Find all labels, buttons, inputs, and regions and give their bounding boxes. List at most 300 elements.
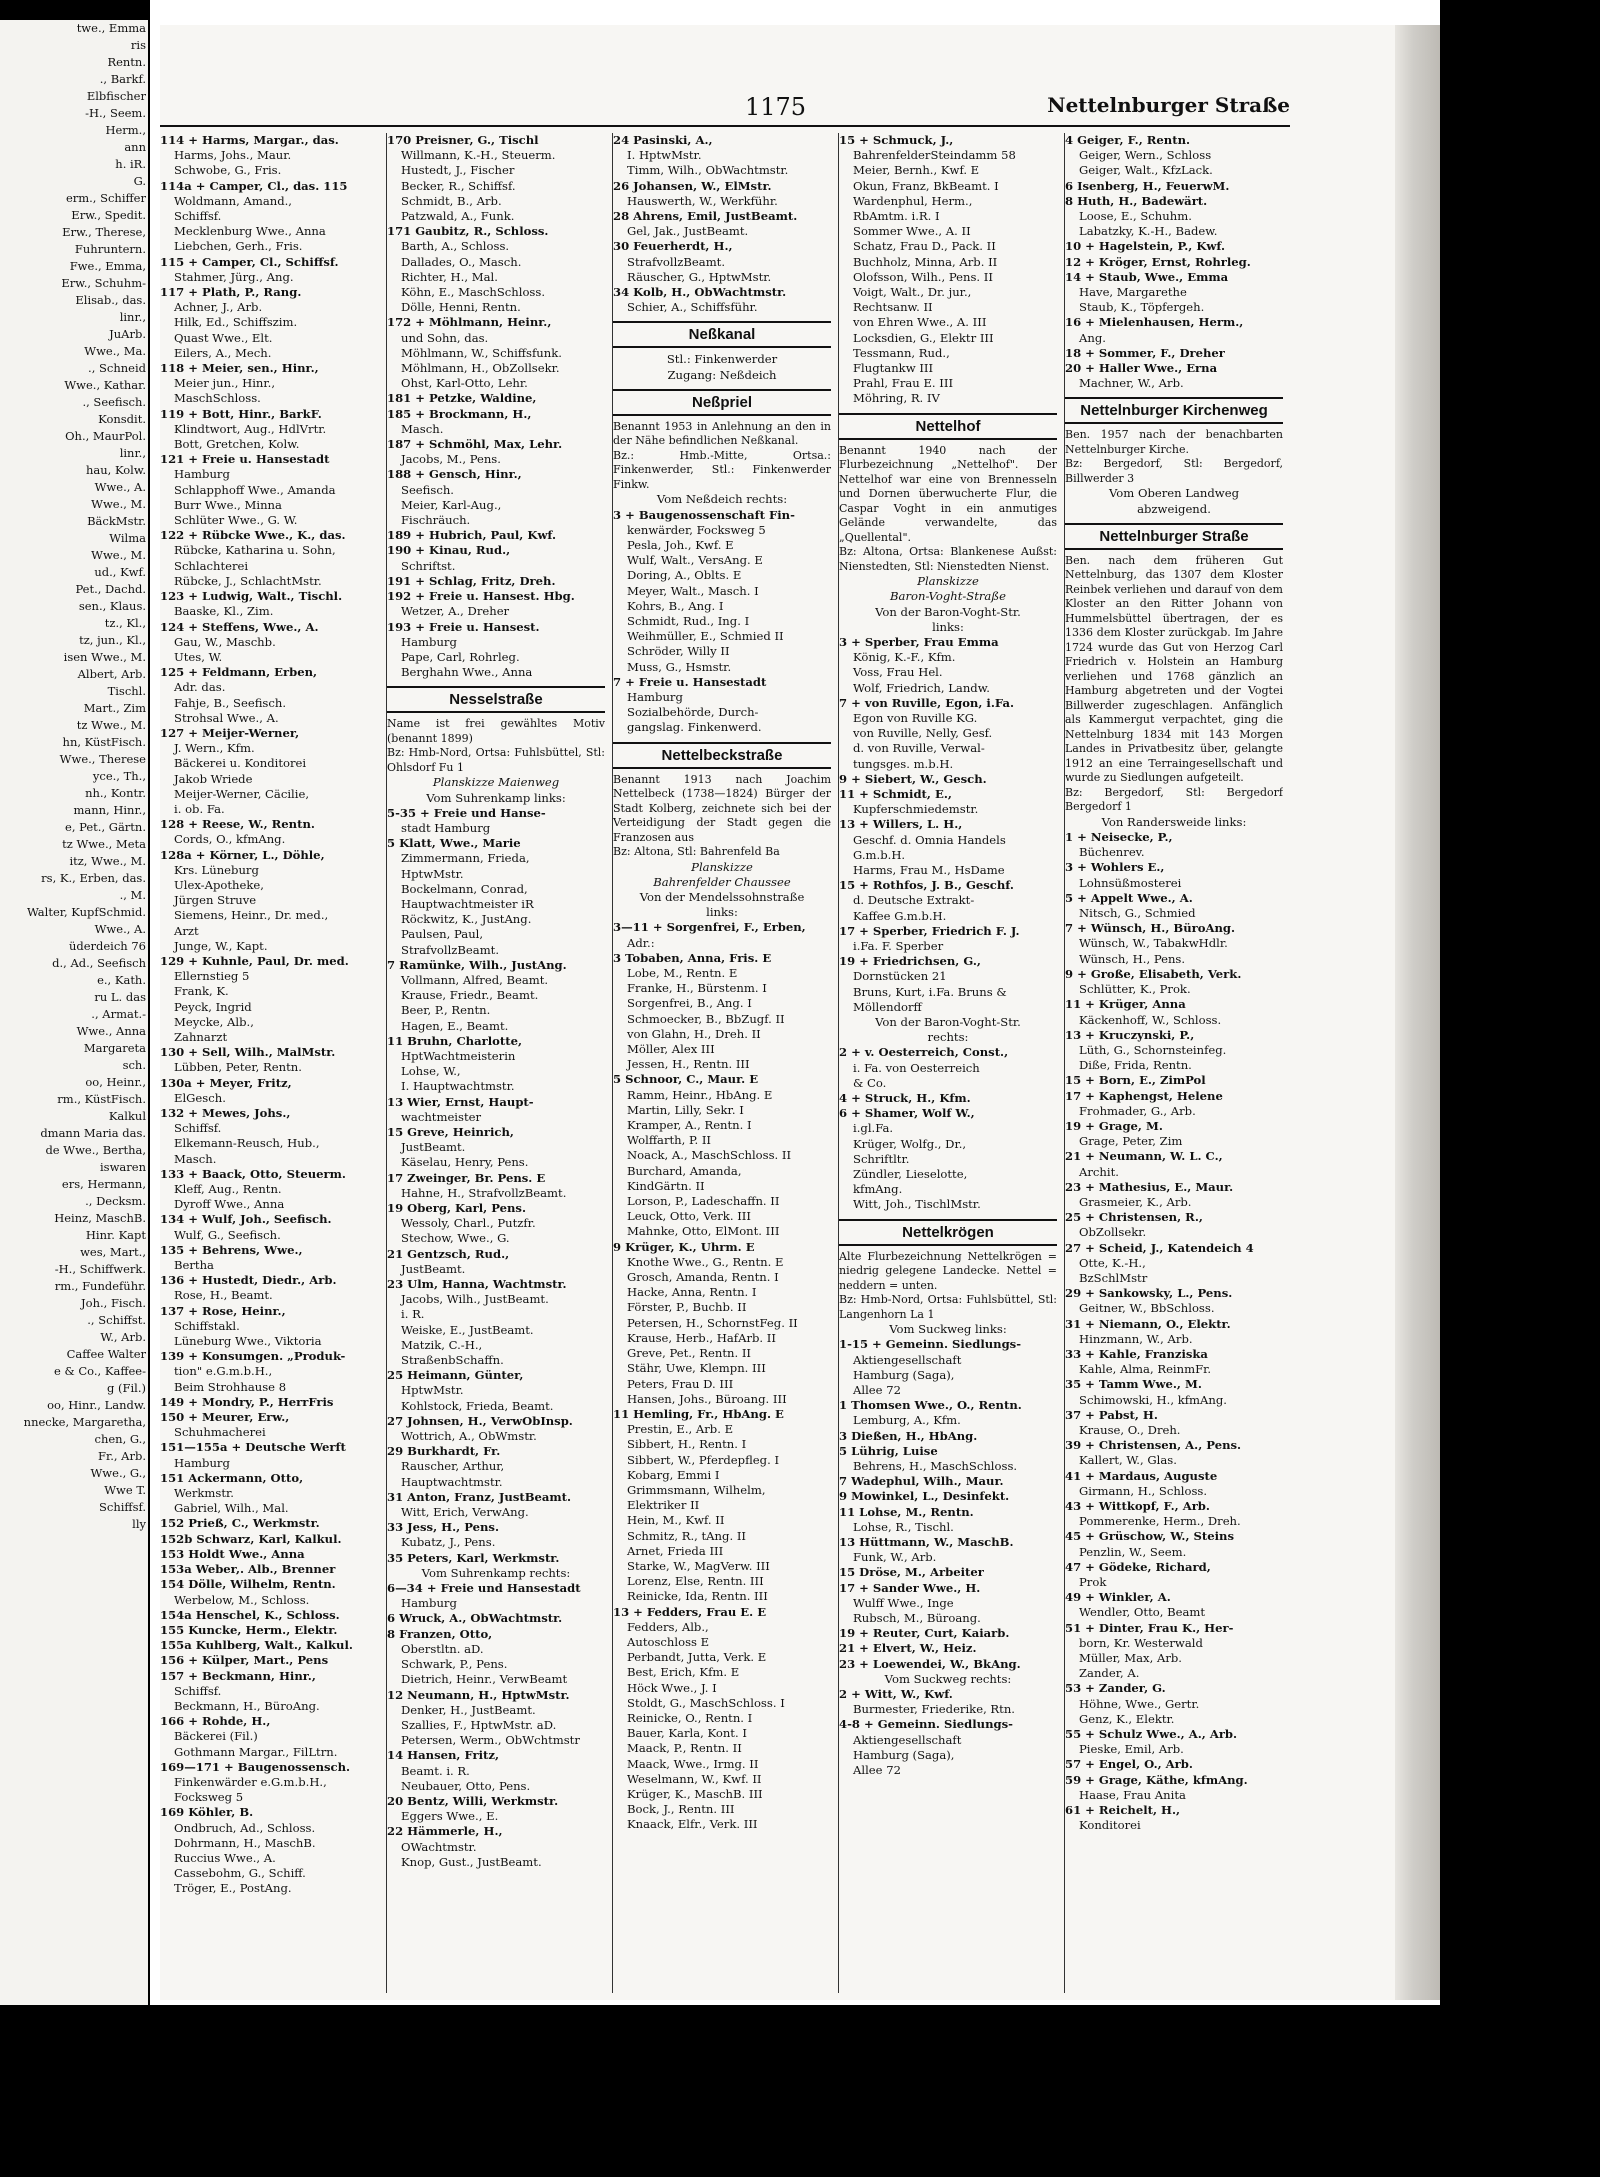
directory-entry: 7 + von Ruville, Egon, i.Fa. bbox=[839, 695, 1015, 710]
directory-entry: Rose, H., Beamt. bbox=[174, 1288, 273, 1303]
directory-entry: Fischräuch. bbox=[401, 513, 471, 528]
directory-entry: Hamburg bbox=[401, 634, 457, 649]
running-head: Nettelnburger Straße bbox=[1047, 93, 1290, 117]
directory-entry: i. Fa. von Oesterreich bbox=[853, 1060, 980, 1075]
facing-page-line: Walter, KupfSchmid. bbox=[26, 905, 146, 919]
directory-entry: 1-15 + Gemeinn. Siedlungs- bbox=[839, 1337, 1022, 1352]
directory-entry: RbAmtm. i.R. I bbox=[853, 209, 940, 224]
directory-entry: Richter, H., Mal. bbox=[401, 269, 498, 284]
facing-page-line: ud., Kwf. bbox=[94, 565, 146, 579]
facing-page-line: -H., Schiffwerk. bbox=[54, 1262, 146, 1276]
directory-columns bbox=[160, 133, 1290, 1993]
directory-entry: 8 Huth, H., Badewärt. bbox=[1065, 193, 1208, 208]
directory-entry: 51 + Dinter, Frau K., Her- bbox=[1065, 1620, 1234, 1635]
directory-entry: Behrens, H., MaschSchloss. bbox=[853, 1459, 1018, 1474]
directory-entry: Allee 72 bbox=[853, 1383, 901, 1397]
facing-page-line: erm., Schiffer bbox=[65, 191, 146, 205]
directory-entry: Kaffee G.m.b.H. bbox=[853, 908, 947, 923]
directory-entry: Höhne, Wwe., Gertr. bbox=[1079, 1696, 1200, 1711]
directory-entry: Schuhmacherei bbox=[174, 1425, 266, 1440]
directory-entry: Geiger, Wern., Schloss bbox=[1079, 148, 1212, 163]
directory-entry: kenwärder, Focksweg 5 bbox=[627, 522, 766, 537]
street-note: Bz: Bergedorf, Stl: Bergedorf, Billwerder 3 bbox=[1065, 457, 1283, 485]
directory-entry: Lobe, M., Rentn. E bbox=[627, 966, 738, 981]
directory-entry: Jacobs, M., Pens. bbox=[401, 452, 501, 467]
facing-page-line: Wwe., G., bbox=[90, 1466, 146, 1480]
directory-entry: Meycke, Alb., bbox=[174, 1014, 254, 1029]
directory-entry: Lübben, Peter, Rentn. bbox=[174, 1060, 302, 1075]
directory-entry: Wulf, G., Seefisch. bbox=[174, 1227, 281, 1242]
directory-entry: Arnet, Frieda III bbox=[627, 1543, 724, 1558]
directory-entry: Schiffsf. bbox=[174, 1121, 222, 1136]
directory-entry: Becker, R., Schiffsf. bbox=[401, 178, 516, 193]
directory-entry: Oberstltn. aD. bbox=[401, 1641, 484, 1656]
directory-entry: Lohse, R., Tischl. bbox=[853, 1519, 954, 1534]
directory-entry: Prahl, Frau E. III bbox=[853, 376, 954, 391]
directory-entry: Wetzer, A., Dreher bbox=[401, 604, 510, 619]
directory-entry: Wolffarth, P. II bbox=[627, 1133, 711, 1148]
directory-entry: 151 Ackermann, Otto, bbox=[160, 1470, 304, 1485]
directory-entry: Schiffsf. bbox=[174, 1683, 222, 1698]
directory-entry: Loose, E., Schuhm. bbox=[1079, 209, 1192, 224]
directory-entry: Buchholz, Minna, Arb. II bbox=[853, 254, 998, 269]
directory-entry: Ramm, Heinr., HbAng. E bbox=[627, 1087, 773, 1102]
directory-entry: 26 Johansen, W., ElMstr. bbox=[613, 178, 772, 193]
facing-page-line: Caffee Walter bbox=[66, 1347, 146, 1361]
directory-entry: Hagen, E., Beamt. bbox=[401, 1018, 509, 1033]
facing-page-line: linr., bbox=[119, 446, 146, 460]
directory-entry: 128 + Reese, W., Rentn. bbox=[160, 817, 315, 832]
facing-page-line: ., Schiffst. bbox=[87, 1313, 146, 1327]
directory-entry: Staub, K., Töpfergeh. bbox=[1079, 300, 1205, 315]
directory-entry: Wolf, Friedrich, Landw. bbox=[853, 680, 990, 695]
directory-entry: 9 Krüger, K., Uhrm. E bbox=[613, 1239, 755, 1254]
facing-page-line: nnecke, Margaretha, bbox=[23, 1415, 146, 1429]
directory-entry: Gel, Jak., JustBeamt. bbox=[627, 224, 749, 239]
directory-entry: Martin, Lilly, Sekr. I bbox=[627, 1102, 744, 1117]
directory-entry: StrafvollzBeamt. bbox=[627, 254, 726, 269]
directory-entry: G.m.b.H. bbox=[853, 847, 906, 862]
facing-page-line: BäckMstr. bbox=[87, 514, 146, 528]
directory-entry: 149 + Mondry, P., HerrFris bbox=[160, 1394, 334, 1409]
directory-entry: und Sohn, das. bbox=[401, 330, 489, 345]
directory-entry: Szallies, F., HptwMstr. aD. bbox=[401, 1717, 557, 1732]
facing-page-line: -H., Seem. bbox=[85, 106, 146, 120]
directory-entry: I. HptwMstr. bbox=[627, 148, 702, 163]
directory-entry: Rauscher, Arthur, bbox=[401, 1459, 505, 1474]
directory-entry: Prestin, E., Arb. E bbox=[627, 1422, 734, 1437]
directory-entry: 49 + Winkler, A. bbox=[1065, 1590, 1171, 1605]
facing-page-line: Oh., MaurPol. bbox=[65, 429, 146, 443]
directory-entry: 129 + Kuhnle, Paul, Dr. med. bbox=[160, 953, 349, 968]
directory-entry: Wulf, Walt., VersAng. E bbox=[627, 553, 763, 568]
directory-entry: 39 + Christensen, A., Pens. bbox=[1065, 1438, 1242, 1453]
directory-entry: Lorenz, Else, Rentn. III bbox=[627, 1574, 764, 1589]
directory-entry: 8 Franzen, Otto, bbox=[387, 1626, 493, 1641]
directory-entry: Starke, W., MagVerw. III bbox=[627, 1558, 770, 1573]
directory-entry: 20 + Haller Wwe., Erna bbox=[1065, 361, 1218, 376]
directory-entry: Vom Suhrenkamp rechts: bbox=[421, 1565, 571, 1580]
facing-page-line: Wwe., M. bbox=[91, 497, 146, 511]
directory-entry: Dornstücken 21 bbox=[853, 969, 947, 984]
facing-page-line: Heinz, MaschB. bbox=[54, 1211, 146, 1225]
directory-entry: Kohrs, B., Ang. I bbox=[627, 598, 724, 613]
directory-entry: Peyck, Ingrid bbox=[174, 999, 252, 1014]
directory-entry: Focksweg 5 bbox=[174, 1790, 244, 1805]
directory-entry: 2 + Witt, W., Kwf. bbox=[839, 1687, 953, 1702]
facing-page-line: Fuhruntern. bbox=[74, 242, 146, 256]
directory-entry: Werkmstr. bbox=[174, 1486, 234, 1501]
facing-page-line: oo, Hinr., Landw. bbox=[47, 1398, 146, 1412]
directory-entry: Kallert, W., Glas. bbox=[1079, 1453, 1177, 1468]
facing-page-line: Hinr. Kapt bbox=[85, 1228, 146, 1242]
directory-entry: 13 + Fedders, Frau E. E bbox=[613, 1604, 767, 1619]
directory-entry: 3 + Baugenossenschaft Fin- bbox=[613, 507, 795, 522]
directory-entry: 53 + Zander, G. bbox=[1065, 1681, 1166, 1696]
directory-entry: Hilk, Ed., Schiffszim. bbox=[174, 315, 298, 330]
directory-entry: 133 + Baack, Otto, Steuerm. bbox=[160, 1166, 346, 1181]
directory-entry: Finkenwärder e.G.m.b.H., bbox=[174, 1774, 327, 1789]
directory-entry: BzSchlMstr bbox=[1079, 1270, 1148, 1285]
facing-page-line: Fwe., Emma, bbox=[69, 259, 146, 273]
facing-page-line: ru L. das bbox=[94, 990, 146, 1004]
facing-page-line: d., Ad., Seefisch bbox=[52, 956, 146, 970]
directory-entry: Dallades, O., Masch. bbox=[401, 254, 522, 269]
directory-entry: 153 Holdt Wwe., Anna bbox=[160, 1546, 305, 1561]
facing-page-line: Joh., Fisch. bbox=[81, 1296, 146, 1310]
directory-entry: 10 + Hagelstein, P., Kwf. bbox=[1065, 239, 1226, 254]
directory-entry: von Glahn, H., Dreh. II bbox=[627, 1026, 761, 1041]
directory-entry: Petersen, H., SchornstFeg. II bbox=[627, 1315, 798, 1330]
directory-entry: 7 Ramünke, Wilh., JustAng. bbox=[387, 957, 567, 972]
directory-entry: Matzik, C.-H., bbox=[401, 1337, 483, 1352]
directory-entry: 5 Klatt, Wwe., Marie bbox=[387, 836, 521, 851]
directory-entry: 150 + Meurer, Erw., bbox=[160, 1410, 290, 1425]
directory-entry: Jürgen Struve bbox=[174, 893, 257, 908]
directory-entry: Konditorei bbox=[1079, 1818, 1141, 1833]
directory-entry: Bauer, Karla, Kont. I bbox=[627, 1726, 747, 1741]
directory-entry: Pommerenke, Herm., Dreh. bbox=[1079, 1514, 1241, 1529]
directory-entry: Elkemann-Reusch, Hub., bbox=[174, 1136, 320, 1151]
directory-entry: Krüger, Wolfg., Dr., bbox=[853, 1136, 967, 1151]
directory-entry: 35 Peters, Karl, Werkmstr. bbox=[387, 1550, 560, 1565]
directory-entry: Weiske, E., JustBeamt. bbox=[401, 1322, 534, 1337]
directory-entry: Hansen, Johs., Büroang. III bbox=[627, 1391, 787, 1406]
directory-entry: Wünsch, H., Pens. bbox=[1079, 951, 1186, 966]
directory-entry: Nitsch, G., Schmied bbox=[1079, 906, 1196, 921]
directory-entry: 188 + Gensch, Hinr., bbox=[387, 467, 522, 482]
directory-entry: Lohse, W., bbox=[401, 1064, 461, 1079]
directory-entry: Voigt, Walt., Dr. jur., bbox=[853, 285, 972, 300]
directory-entry: 3 + Wohlers E., bbox=[1065, 860, 1165, 875]
street-note: Bz.: Hmb.-Mitte, Ortsa.: Finkenwerder, Stl.: Finkenwerder Finkw. bbox=[613, 448, 831, 491]
directory-entry: 189 + Hubrich, Paul, Kwf. bbox=[387, 528, 557, 543]
facing-page-line: ., Armat.- bbox=[91, 1007, 146, 1021]
directory-entry: StrafvollzBeamt. bbox=[401, 942, 500, 957]
directory-entry: 7 Wadephul, Wilh., Maur. bbox=[839, 1474, 1004, 1489]
facing-page-line: tz Wwe., M. bbox=[76, 718, 146, 732]
directory-entry: Dietrich, Heinr., VerwBeamt bbox=[401, 1672, 568, 1687]
directory-entry: Schier, A., Schiffsführ. bbox=[627, 300, 758, 315]
directory-entry: 27 Johnsen, H., VerwObInsp. bbox=[387, 1413, 573, 1428]
directory-entry: HptwMstr. bbox=[401, 866, 464, 881]
directory-entry: Sommer Wwe., A. II bbox=[853, 224, 971, 239]
facing-page-line: Wwe., A. bbox=[94, 922, 146, 936]
directory-entry: Baaske, Kl., Zim. bbox=[174, 604, 274, 619]
directory-entry: Beim Strohhause 8 bbox=[174, 1379, 287, 1394]
directory-entry: Frank, K. bbox=[174, 984, 229, 999]
directory-entry: Flugtankw III bbox=[853, 361, 934, 376]
facing-page-line: oo, Heinr., bbox=[85, 1075, 146, 1089]
directory-entry: Voss, Frau Hel. bbox=[853, 665, 943, 680]
directory-entry: Lemburg, A., Kfm. bbox=[853, 1413, 961, 1428]
directory-entry: Cords, O., kfmAng. bbox=[174, 832, 286, 847]
scan-background-bottom bbox=[0, 2005, 1600, 2177]
directory-entry: 4-8 + Gemeinn. Siedlungs- bbox=[839, 1717, 1013, 1732]
facing-page-line: isen Wwe., M. bbox=[63, 650, 146, 664]
directory-entry: Fahje, B., Seefisch. bbox=[174, 695, 287, 710]
facing-page-line: yce., Th., bbox=[92, 769, 146, 783]
directory-entry: Locksdien, G., Elektr III bbox=[853, 330, 994, 345]
directory-entry: 155 Kuncke, Herm., Elektr. bbox=[160, 1622, 338, 1637]
directory-entry: Zahnarzt bbox=[174, 1029, 228, 1044]
directory-entry: Gau, W., Maschb. bbox=[174, 634, 276, 649]
directory-entry: JustBeamt. bbox=[401, 1140, 466, 1155]
directory-entry: Schmitz, R., tAng. II bbox=[627, 1528, 746, 1543]
directory-entry: Reinicke, Ida, Rentn. III bbox=[627, 1589, 768, 1604]
directory-entry: Dyroff Wwe., Anna bbox=[174, 1197, 285, 1212]
street-note: Benannt 1940 nach der Flurbezeichnung „Nettelhof". Der Nettelhof war eine von Brennesseln und Dornen überwucherte Flur, die Caspar Voght in ein anmutiges Gelände verwandelte, das „Quellental". bbox=[839, 443, 1057, 544]
directory-entry: Labatzky, K.-H., Badew. bbox=[1079, 224, 1218, 239]
directory-entry: Pape, Carl, Rohrleg. bbox=[401, 649, 520, 664]
directory-entry: HptwMstr. bbox=[401, 1383, 464, 1398]
directory-entry: Prok bbox=[1079, 1575, 1107, 1590]
page-number: 1175 bbox=[745, 93, 807, 121]
directory-entry: 16 + Mielenhausen, Herm., bbox=[1065, 315, 1244, 330]
facing-page-line: ., Barkf. bbox=[99, 72, 146, 86]
directory-entry: 13 Wier, Ernst, Haupt- bbox=[387, 1094, 534, 1109]
directory-entry: Haase, Frau Anita bbox=[1079, 1787, 1186, 1802]
directory-entry: Aktiengesellschaft bbox=[853, 1352, 962, 1367]
directory-entry: Vom Suckweg rechts: bbox=[884, 1671, 1012, 1686]
directory-entry: Schmidt, Rud., Ing. I bbox=[627, 613, 750, 628]
street-heading: Nettelnburger Straße bbox=[1065, 523, 1283, 550]
facing-page-line: hau, Kolw. bbox=[86, 463, 146, 477]
facing-page-line: twe., Emma bbox=[76, 21, 146, 35]
directory-entry: Olofsson, Wilh., Pens. II bbox=[853, 269, 993, 284]
directory-entry: 11 Hemling, Fr., HbAng. E bbox=[613, 1406, 784, 1421]
directory-entry: Krause, Herb., HafArb. II bbox=[627, 1330, 776, 1345]
directory-entry: 14 Hansen, Fritz, bbox=[387, 1748, 499, 1763]
directory-entry: Stähr, Uwe, Klempn. III bbox=[627, 1361, 766, 1376]
facing-page-fragment bbox=[0, 20, 148, 2005]
directory-entry: 19 Oberg, Karl, Pens. bbox=[387, 1201, 526, 1215]
facing-page-line: JuArb. bbox=[109, 327, 146, 341]
street-heading: Nettelkrögen bbox=[839, 1219, 1057, 1246]
directory-entry: 9 + Siebert, W., Gesch. bbox=[839, 771, 987, 786]
facing-page-line: rs, K., Erben, das. bbox=[41, 871, 146, 885]
directory-entry: 15 + Born, E., ZimPol bbox=[1065, 1073, 1206, 1088]
directory-entry: Kubatz, J., Pens. bbox=[401, 1535, 496, 1550]
directory-entry: 130 + Sell, Wilh., MalMstr. bbox=[160, 1045, 336, 1060]
directory-entry: Meijer-Werner, Cäcilie, bbox=[174, 786, 310, 801]
directory-entry: Hamburg (Saga), bbox=[853, 1747, 955, 1762]
directory-entry: Grage, Peter, Zim bbox=[1079, 1134, 1183, 1149]
directory-entry: 3—11 + Sorgenfrei, F., Erben, bbox=[613, 920, 806, 935]
directory-entry: Adr.: bbox=[627, 935, 655, 950]
directory-entry: 13 + Kruczynski, P., bbox=[1065, 1027, 1195, 1042]
directory-entry: Jacobs, Wilh., JustBeamt. bbox=[401, 1292, 549, 1307]
directory-entry: Möhlmann, W., Schiffsfunk. bbox=[401, 345, 562, 360]
directory-entry: d. Deutsche Extrakt- bbox=[853, 893, 975, 908]
directory-entry: 7 + Freie u. Hansestadt bbox=[613, 674, 767, 689]
directory-entry: 152b Schwarz, Karl, Kalkul. bbox=[160, 1531, 342, 1546]
directory-entry: Ruccius Wwe., A. bbox=[174, 1850, 276, 1865]
directory-entry: 21 + Neumann, W. L. C., bbox=[1065, 1149, 1223, 1164]
directory-entry: Berghahn Wwe., Anna bbox=[401, 665, 533, 680]
directory-entry: Kobarg, Emmi I bbox=[627, 1467, 720, 1482]
directory-entry: Knaack, Elfr., Verk. III bbox=[627, 1817, 758, 1832]
directory-entry: 192 + Freie u. Hansest. Hbg. bbox=[387, 589, 575, 604]
directory-entry: 134 + Wulf, Joh., Seefisch. bbox=[160, 1212, 332, 1227]
facing-page-line: Wwe., Therese bbox=[59, 752, 146, 766]
directory-entry: Planskizze bbox=[691, 859, 753, 874]
facing-page-line: e., Kath. bbox=[97, 973, 146, 987]
directory-entry: Sozialbehörde, Durch- bbox=[627, 705, 759, 720]
directory-entry: Hauswerth, W., Werkführ. bbox=[627, 193, 778, 208]
directory-page bbox=[160, 25, 1430, 2000]
directory-entry: Ellernstieg 5 bbox=[174, 969, 250, 984]
directory-entry: Dohrmann, H., MaschB. bbox=[174, 1835, 316, 1850]
directory-entry: Witt, Joh., TischlMstr. bbox=[853, 1197, 981, 1212]
directory-entry: Bertha bbox=[174, 1258, 214, 1273]
directory-entry: 137 + Rose, Heinr., bbox=[160, 1303, 286, 1318]
directory-entry: 154 Dölle, Wilhelm, Rentn. bbox=[160, 1577, 336, 1592]
directory-entry: ObZollsekr. bbox=[1079, 1225, 1147, 1240]
directory-entry: 118 + Meier, sen., Hinr., bbox=[160, 361, 319, 376]
directory-entry: 5 Schnoor, C., Maur. E bbox=[613, 1072, 759, 1087]
directory-entry: Möller, Alex III bbox=[627, 1042, 715, 1057]
directory-entry: 13 + Willers, L. H., bbox=[839, 817, 963, 832]
directory-entry: Wünsch, W., TabakwHdlr. bbox=[1079, 936, 1228, 951]
directory-entry: Rubsch, M., Büroang. bbox=[853, 1611, 981, 1626]
directory-entry: Diße, Frida, Rentn. bbox=[1079, 1058, 1192, 1073]
directory-entry: Hahne, H., StrafvollzBeamt. bbox=[401, 1185, 567, 1200]
directory-entry: Kohlstock, Frieda, Beamt. bbox=[401, 1398, 554, 1413]
directory-entry: Kupferschmiedemstr. bbox=[853, 802, 979, 817]
directory-entry: born, Kr. Westerwald bbox=[1079, 1635, 1203, 1650]
directory-entry: Eggers Wwe., E. bbox=[401, 1809, 499, 1824]
directory-entry: 18 + Sommer, F., Dreher bbox=[1065, 345, 1225, 360]
directory-entry: Hamburg bbox=[401, 1596, 457, 1611]
directory-entry: 6—34 + Freie und Hansestadt bbox=[387, 1581, 581, 1596]
directory-entry: Rechtsanw. II bbox=[853, 300, 933, 315]
directory-entry: Harms, Frau M., HsDame bbox=[853, 863, 1005, 878]
directory-entry: stadt Hamburg bbox=[401, 820, 491, 835]
facing-page-line: Tischl. bbox=[107, 684, 146, 698]
directory-entry: Have, Margarethe bbox=[1079, 285, 1187, 300]
street-note: Bz: Hmb-Nord, Ortsa: Fuhlsbüttel, Stl: Ohlsdorf Fu 1 bbox=[387, 746, 605, 774]
directory-entry: Von der Baron-Voght-Str. bbox=[875, 1015, 1021, 1030]
directory-entry: Bahrenfelder Chaussee bbox=[653, 874, 791, 889]
directory-entry: 21 Gentzsch, Rud., bbox=[387, 1246, 510, 1261]
directory-entry: 9 + Große, Elisabeth, Verk. bbox=[1065, 966, 1242, 981]
facing-page-line: Wwe., A. bbox=[94, 480, 146, 494]
directory-entry: Höck Wwe., J. I bbox=[627, 1680, 717, 1695]
directory-entry: Bock, J., Rentn. III bbox=[627, 1802, 735, 1817]
facing-page-line: rm., KüstFisch. bbox=[57, 1092, 146, 1106]
directory-entry: Pesla, Joh., Kwf. E bbox=[627, 537, 734, 552]
facing-page-line: itz, Wwe., M. bbox=[69, 854, 146, 868]
directory-entry: 12 Neumann, H., HptwMstr. bbox=[387, 1687, 570, 1702]
directory-entry: 25 Heimann, Günter, bbox=[387, 1368, 524, 1383]
directory-entry: J. Wern., Kfm. bbox=[174, 741, 255, 756]
directory-entry: 9 Mowinkel, L., Desinfekt. bbox=[839, 1489, 1010, 1504]
directory-entry: Hamburg bbox=[627, 689, 683, 704]
directory-entry: Geiger, Walt., KfzLack. bbox=[1079, 163, 1213, 178]
facing-page-line: Wwe., Anna bbox=[76, 1024, 146, 1038]
directory-entry: Beer, P., Rentn. bbox=[401, 1003, 491, 1018]
directory-entry: Allee 72 bbox=[853, 1763, 901, 1778]
directory-entry: Paulsen, Paul, bbox=[401, 927, 484, 942]
column-4 bbox=[838, 133, 1057, 1993]
directory-entry: Büchenrev. bbox=[1079, 845, 1145, 860]
directory-entry: Werbelow, M., Schloss. bbox=[174, 1592, 310, 1607]
directory-entry: Köhn, E., MaschSchloss. bbox=[401, 285, 546, 300]
directory-entry: Möhring, R. IV bbox=[853, 391, 940, 406]
directory-entry: i.gl.Fa. bbox=[853, 1121, 894, 1136]
facing-page-line: rm., Fundeführ. bbox=[54, 1279, 146, 1293]
directory-entry: Archit. bbox=[1079, 1164, 1119, 1179]
directory-entry: von Ruville, Nelly, Gesf. bbox=[853, 726, 993, 741]
directory-entry: 2 + v. Oesterreich, Const., bbox=[839, 1045, 1009, 1060]
directory-entry: Lohnsüßmosterei bbox=[1079, 875, 1182, 890]
directory-entry: Greve, Pet., Rentn. II bbox=[627, 1346, 752, 1361]
directory-entry: links: bbox=[706, 905, 738, 920]
directory-entry: 169 Köhler, B. bbox=[160, 1805, 254, 1820]
directory-entry: 55 + Schulz Wwe., A., Arb. bbox=[1065, 1727, 1238, 1742]
directory-entry: Von Randersweide links: bbox=[1101, 814, 1247, 829]
directory-entry: Stechow, Wwe., G. bbox=[401, 1231, 510, 1246]
facing-page-line: Schiffsf. bbox=[99, 1500, 146, 1514]
facing-page-line: hn, KüstFisch. bbox=[62, 735, 146, 749]
directory-entry: Hustedt, J., Fischer bbox=[401, 163, 515, 178]
directory-entry: Perbandt, Jutta, Verk. E bbox=[627, 1650, 767, 1665]
directory-entry: Röckwitz, K., JustAng. bbox=[401, 912, 532, 927]
directory-entry: Kahle, Alma, ReinmFr. bbox=[1079, 1362, 1212, 1377]
directory-entry: 15 + Rothfos, J. B., Geschf. bbox=[839, 878, 1014, 893]
facing-page-line: tz Wwe., Meta bbox=[62, 837, 146, 851]
directory-entry: 31 Anton, Franz, JustBeamt. bbox=[387, 1489, 572, 1504]
directory-entry: Von der Baron-Voght-Str. bbox=[875, 604, 1021, 619]
directory-entry: StraßenbSchaffn. bbox=[401, 1353, 504, 1368]
directory-entry: Mahnke, Otto, ElMont. III bbox=[627, 1224, 780, 1239]
directory-entry: i. R. bbox=[401, 1307, 425, 1322]
directory-entry: 5-35 + Freie und Hanse- bbox=[387, 805, 546, 820]
directory-entry: Patzwald, A., Funk. bbox=[401, 209, 515, 224]
directory-entry: Krause, O., Dreh. bbox=[1079, 1422, 1181, 1437]
directory-entry: Meier, Bernh., Kwf. E bbox=[853, 163, 980, 178]
directory-entry: Ondbruch, Ad., Schloss. bbox=[174, 1820, 316, 1835]
directory-entry: Zugang: Neßdeich bbox=[667, 367, 777, 382]
directory-entry: Vom Oberen Landweg bbox=[1108, 486, 1240, 501]
directory-entry: wachtmeister bbox=[401, 1109, 482, 1124]
directory-entry: Hamburg bbox=[174, 1455, 230, 1470]
directory-entry: 17 + Sperber, Friedrich F. J. bbox=[839, 923, 1020, 938]
facing-page-line: chen, G., bbox=[94, 1432, 146, 1446]
directory-entry: Klindtwort, Aug., HdlVrtr. bbox=[174, 421, 327, 436]
directory-entry: 21 + Elvert, W., Heiz. bbox=[839, 1641, 977, 1656]
